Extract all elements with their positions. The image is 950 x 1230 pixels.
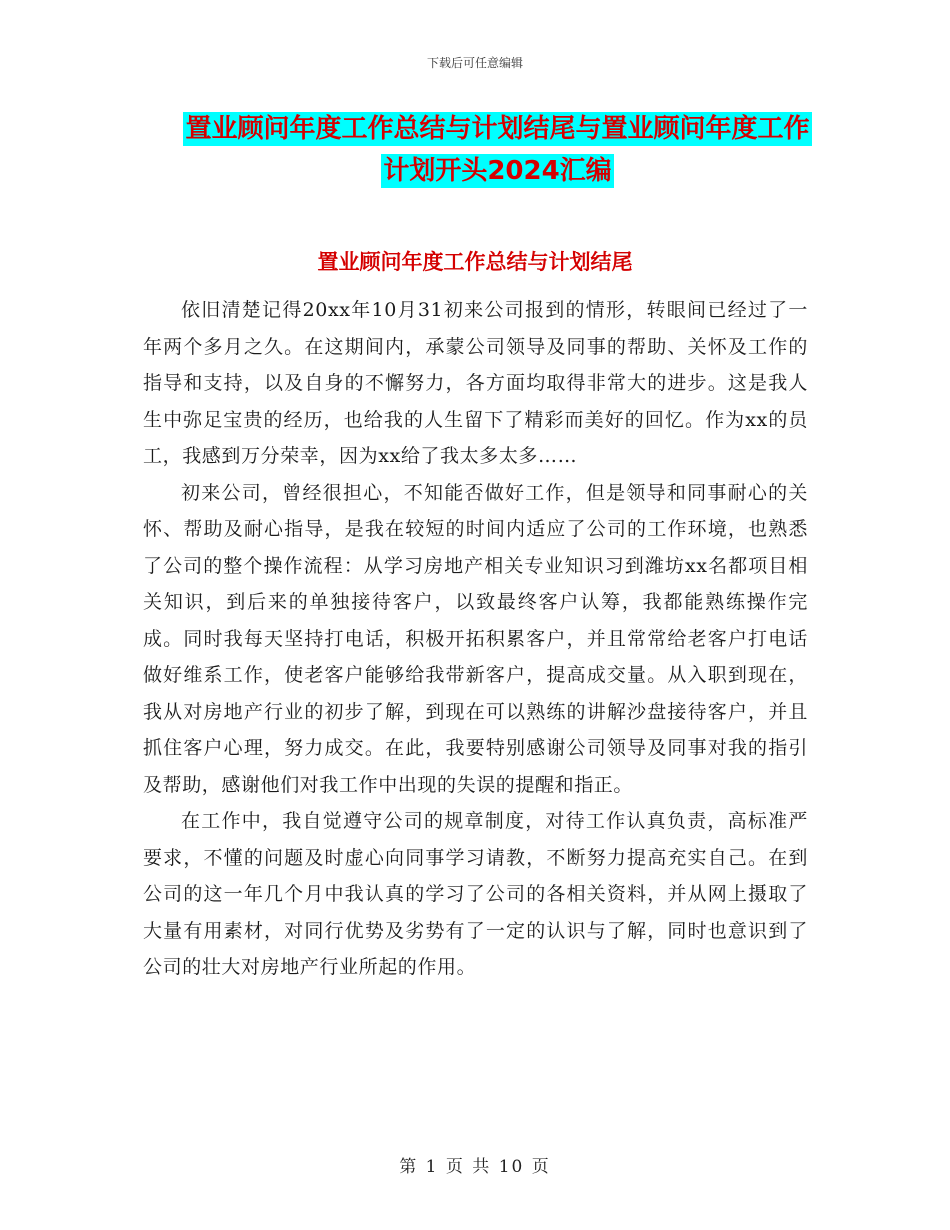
section-title: 置业顾问年度工作总结与计划结尾	[317, 250, 633, 274]
body-text	[143, 292, 808, 986]
paragraph: 依旧清楚记得20xx年10月31初来公司报到的情形，转眼间已经过了一年两个多月之久。在这期间内，承蒙公司领导及同事的帮助、关怀及工作的指导和支持，以及自身的不懈努力，各方面均取得非常大的进步。这是我人生中弥足宝贵的经历，也给我的人生留下了精彩而美好的回忆。作为xx的员工，我感到万分荣幸，因为xx给了我太多太多……	[143, 299, 808, 467]
main-title-text: 置业顾问年度工作总结与计划结尾与置业顾问年度工作计划开头2024汇编	[185, 114, 810, 186]
page-number: 第 1 页 共 10 页	[399, 1157, 551, 1177]
header-note: 下载后可任意编辑	[426, 56, 523, 70]
main-title	[180, 108, 815, 192]
paragraph: 在工作中，我自觉遵守公司的规章制度，对待工作认真负责，高标准严要求，不懂的问题及时虚心向同事学习请教，不断努力提高充实自己。在到公司的这一年几个月中我认真的学习了公司的各相关资料，并从网上摄取了大量有用素材，对同行优势及劣势有了一定的认识与了解，同时也意识到了公司的壮大对房地产行业所起的作用。	[143, 810, 808, 978]
paragraph: 初来公司，曾经很担心，不知能否做好工作，但是领导和同事耐心的关怀、帮助及耐心指导，是我在较短的时间内适应了公司的工作环境，也熟悉了公司的整个操作流程：从学习房地产相关专业知识习到潍坊xx名都项目相关知识，到后来的单独接待客户，以致最终客户认筹，我都能熟练操作完成。同时我每天坚持打电话，积极开拓积累客户，并且常常给老客户打电话做好维系工作，使老客户能够给我带新客户，提高成交量。从入职到现在，我从对房地产行业的初步了解，到现在可以熟练的讲解沙盘接待客户，并且抓住客户心理，努力成交。在此，我要特别感谢公司领导及同事对我的指引及帮助，感谢他们对我工作中出现的失误的提醒和指正。	[143, 481, 808, 796]
